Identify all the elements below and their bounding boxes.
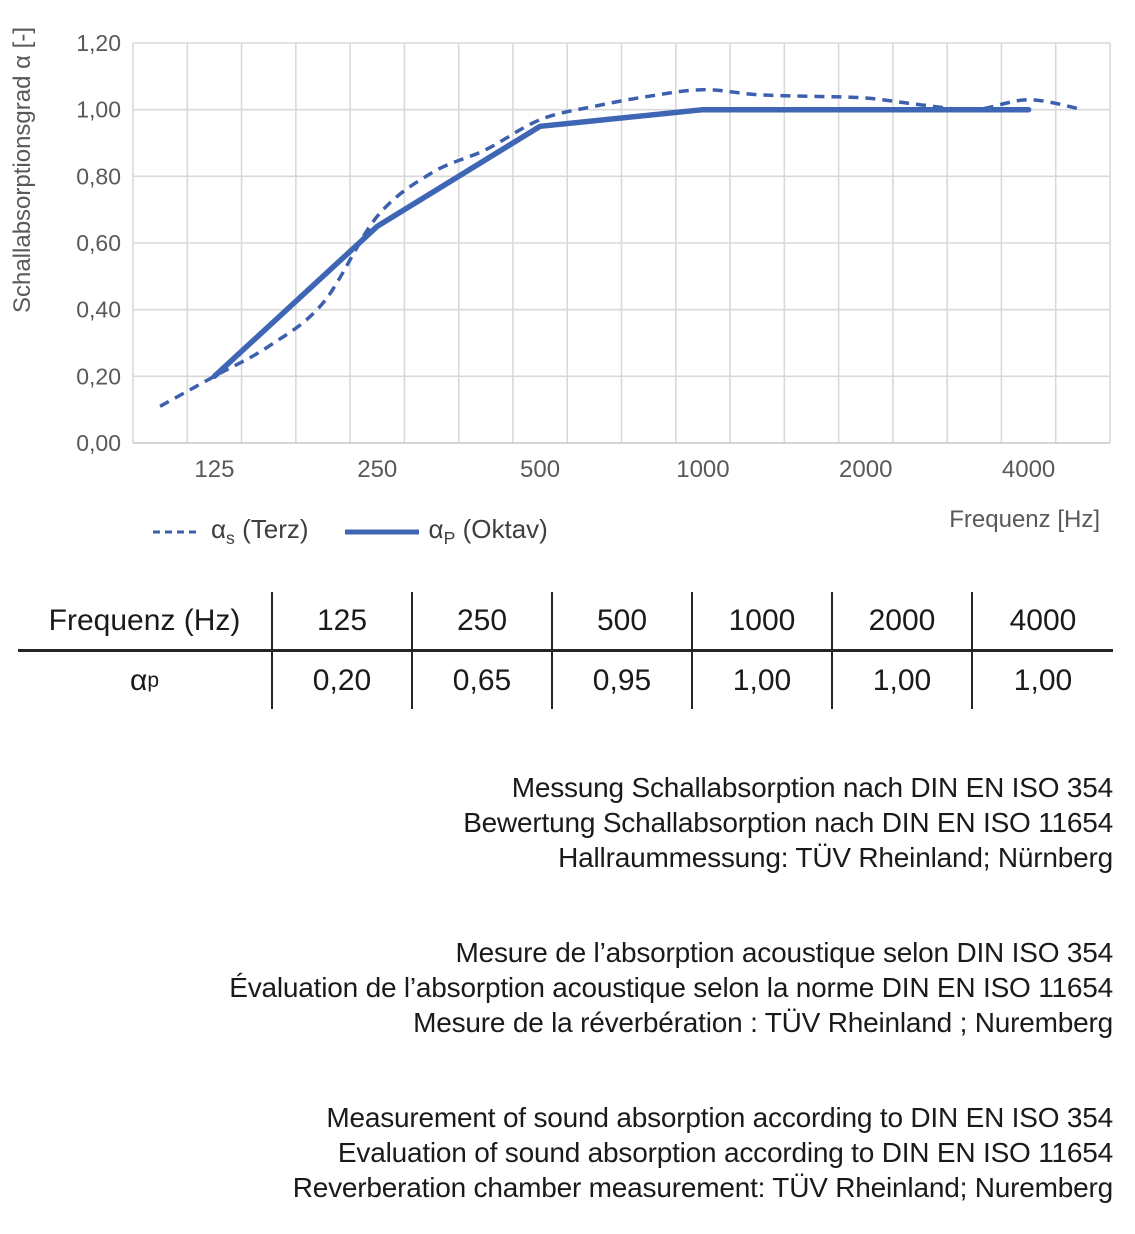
table-header-cell: 1000 (693, 592, 833, 652)
svg-text:1000: 1000 (676, 456, 730, 483)
table-header-cell: 2000 (833, 592, 973, 652)
svg-text:0,20: 0,20 (76, 363, 121, 390)
legend-item-alpha-s (153, 514, 309, 549)
y-axis-title: Schallabsorptionsgrad α [-] (9, 26, 36, 314)
y-axis-tick-labels (76, 30, 121, 456)
table-value-cell: 0,65 (413, 652, 553, 709)
legend-label-alpha-s: $\alpha_s$ (Terz) (211, 514, 309, 549)
table-header-label: Frequenz (Hz) (18, 592, 273, 652)
note-line: Measurement of sound absorption according to DIN EN ISO 354 (326, 1102, 1113, 1133)
note-german (13, 770, 1113, 875)
svg-text:1,00: 1,00 (76, 96, 121, 123)
note-line: Mesure de l’absorption acoustique selon DIN ISO 354 (455, 937, 1113, 968)
note-line: Messung Schallabsorption nach DIN EN ISO 354 (511, 772, 1113, 803)
table-value-cell: 0,95 (553, 652, 693, 709)
legend-label-alpha-p: $\alpha_P$ (Oktav) (428, 514, 548, 549)
chart-area (0, 0, 1135, 575)
table-header-cell: 4000 (973, 592, 1113, 652)
note-line: Evaluation of sound absorption according to DIN EN ISO 11654 (337, 1137, 1113, 1168)
note-line: Mesure de la réverbération : TÜV Rheinland ; Nuremberg (413, 1007, 1113, 1038)
table-value-cell: 1,00 (833, 652, 973, 709)
svg-text:0,40: 0,40 (76, 296, 121, 323)
chart-legend (153, 514, 548, 549)
svg-text:2000: 2000 (839, 456, 893, 483)
table-value-cell: 0,20 (273, 652, 413, 709)
svg-text:125: 125 (194, 456, 235, 483)
table-header-cell: 250 (413, 592, 553, 652)
legend-item-alpha-p (345, 514, 548, 549)
note-line: Hallraummessung: TÜV Rheinland; Nürnberg (558, 842, 1113, 873)
table-row-label: α p (18, 652, 273, 709)
svg-text:500: 500 (520, 456, 561, 483)
table-header-cell: 125 (273, 592, 413, 652)
gridlines (133, 43, 1110, 443)
absorption-chart (0, 0, 1135, 575)
svg-text:0,00: 0,00 (76, 430, 121, 456)
note-line: Évaluation de l’absorption acoustique selon la norme DIN EN ISO 11654 (229, 972, 1113, 1003)
x-axis-title: Frequenz [Hz] (949, 506, 1100, 533)
note-line: Bewertung Schallabsorption nach DIN EN ISO 11654 (463, 807, 1113, 838)
table-value-cell: 1,00 (1013, 663, 1073, 697)
table-header-cell: 500 (553, 592, 693, 652)
svg-text:250: 250 (357, 456, 398, 483)
svg-text:0,80: 0,80 (76, 163, 121, 190)
solid-line-sample (345, 528, 419, 536)
dashed-line-sample (153, 528, 201, 536)
note-french (13, 935, 1113, 1040)
x-axis-tick-labels (194, 456, 1055, 483)
svg-text:0,60: 0,60 (76, 230, 121, 256)
svg-text:4000: 4000 (1001, 456, 1056, 483)
note-english (13, 1100, 1113, 1205)
svg-text:1,20: 1,20 (76, 30, 121, 56)
frequency-table (18, 592, 1113, 709)
table-value-cell: 1,00 (693, 652, 833, 709)
note-line: Reverberation chamber measurement: TÜV Rheinland; Nuremberg (292, 1172, 1113, 1203)
